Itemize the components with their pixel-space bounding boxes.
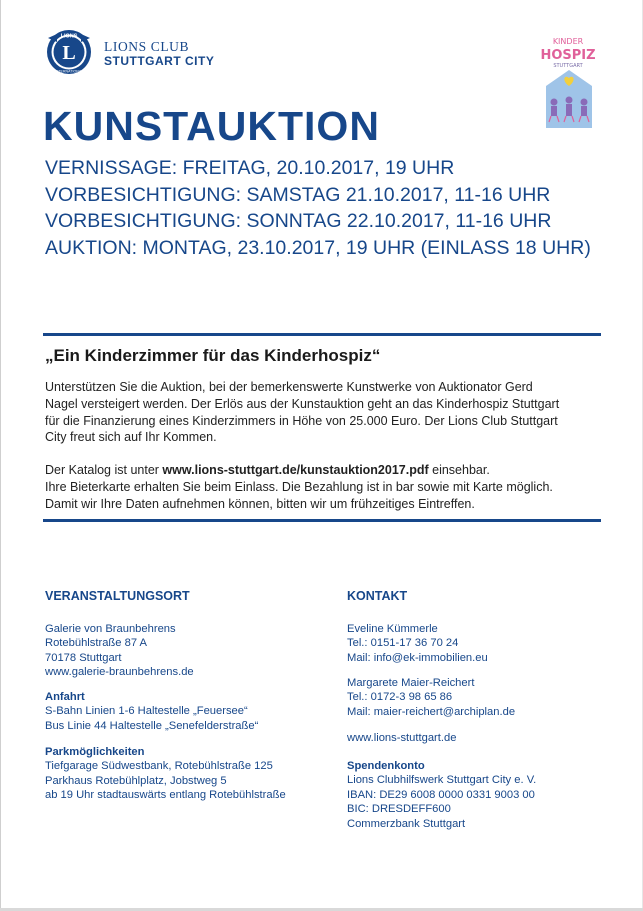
hospiz-logo-line1: KINDER (552, 37, 584, 46)
lions-club-logo (43, 28, 95, 76)
catalog-link[interactable]: www.lions-stuttgart.de/kunstauktion2017.pdf (162, 463, 429, 477)
page-title: KUNSTAUKTION (43, 103, 380, 149)
lions-club-line2: STUTTGART CITY (104, 54, 215, 68)
intro-line: City freut sich auf Ihr Kommen. (45, 430, 217, 445)
parking-line: Tiefgarage Südwestbank, Rotebühlstraße 125 (45, 760, 273, 773)
arrival-info (45, 690, 258, 733)
donation-heading: Spendenkonto (347, 760, 425, 772)
contact-heading: KONTAKT (347, 589, 408, 603)
date-preview-saturday: VORBESICHTIGUNG: SAMSTAG 21.10.2017, 11-16 UHR (45, 183, 551, 206)
lions-club-line1: LIONS CLUB (104, 39, 190, 54)
donation-bic: BIC: DRESDEFF600 (347, 803, 451, 816)
donation-bank: Commerzbank Stuttgart (347, 817, 466, 830)
intro-line: Nagel versteigert werden. Der Erlös aus der Kunstauktion geht an das Kinderhospiz Stuttgart (45, 396, 560, 411)
catalog-suffix: einsehbar. (428, 463, 490, 477)
contact-person-1 (347, 622, 488, 665)
date-auction: AUKTION: MONTAG, 23.10.2017, 19 UHR (EINLASS 18 UHR) (45, 236, 591, 259)
lions-club-name (104, 39, 214, 69)
page-left-border (0, 0, 1, 911)
contact-email-link[interactable]: Mail: info@ek-immobilien.eu (347, 651, 488, 664)
donation-name: Lions Clubhilfswerk Stuttgart City e. V. (347, 774, 537, 787)
catalog-paragraph (45, 462, 605, 512)
parking-line: Parkhaus Rotebühlplatz, Jobstweg 5 (45, 774, 227, 787)
kinderhospiz-logo (538, 34, 600, 132)
parking-info (45, 745, 286, 803)
contact-phone[interactable]: Tel.: 0172-3 98 65 86 (347, 691, 453, 704)
contact-name: Margarete Maier-Reichert (347, 677, 475, 689)
svg-text:L: L (62, 42, 76, 64)
children-figures-icon (551, 97, 588, 117)
date-preview-sunday: VORBESICHTIGUNG: SONNTAG 22.10.2017, 11-16 UHR (45, 210, 552, 232)
hospiz-logo-line2: HOSPIZ (540, 48, 596, 63)
catalog-line (45, 462, 605, 479)
hospiz-logo-line3: STUTTGART (553, 63, 583, 69)
donation-account (347, 759, 536, 831)
arrival-bus: Bus Linie 44 Haltestelle „Senefelderstraße“ (45, 719, 259, 732)
lions-website (347, 731, 456, 745)
donation-iban: IBAN: DE29 6008 0000 0331 9003 00 (347, 788, 535, 801)
bidding-card-line: Ihre Bieterkarte erhalten Sie beim Einlass. Die Bezahlung ist in bar sowie mit Karte möglich. (45, 479, 553, 494)
venue-city: 70178 Stuttgart (45, 651, 122, 664)
catalog-prefix: Der Katalog ist unter (45, 463, 163, 477)
venue-street: Rotebühlstraße 87 A (45, 637, 147, 650)
venue-address (45, 622, 194, 680)
intro-paragraph (45, 379, 605, 446)
intro-line: Unterstützen Sie die Auktion, bei der bemerkenswerte Kunstwerke von Auktionator Gerd (45, 380, 533, 394)
arrival-sbahn: S-Bahn Linien 1-6 Haltestelle „Feuersee“ (45, 705, 248, 718)
contact-phone[interactable]: Tel.: 0151-17 36 70 24 (347, 637, 459, 650)
venue-website-link[interactable]: www.galerie-braunbehrens.de (45, 666, 194, 679)
event-motto: „Ein Kinderzimmer für das Kinderhospiz“ (45, 346, 381, 365)
lions-website-link[interactable]: www.lions-stuttgart.de (347, 732, 457, 744)
date-vernissage: VERNISSAGE: FREITAG, 20.10.2017, 19 UHR (45, 157, 455, 179)
lions-emblem-text: LIONS (60, 33, 78, 40)
intro-line: für die Finanzierung eines Kinderzimmers in Höhe von 25.000 Euro. Der Lions Club Stuttgart (45, 413, 558, 428)
divider-bottom (43, 519, 601, 522)
venue-heading: VERANSTALTUNGSORT (45, 589, 190, 603)
arrival-note-line: Damit wir Ihre Daten aufnehmen können, bitten wir um frühzeitiges Eintreffen. (45, 496, 475, 511)
lions-emblem-subtext: INTERNATIONAL (54, 69, 84, 74)
contact-person-2 (347, 676, 515, 719)
contact-name: Eveline Kümmerle (347, 623, 438, 635)
contact-email-link[interactable]: Mail: maier-reichert@archiplan.de (347, 705, 516, 718)
parking-heading: Parkmöglichkeiten (45, 746, 145, 758)
event-dates-list (45, 155, 591, 261)
parking-line: ab 19 Uhr stadtauswärts entlang Rotebühlstraße (45, 789, 286, 802)
divider-top (43, 333, 601, 336)
arrival-heading: Anfahrt (45, 691, 85, 703)
venue-name: Galerie von Braunbehrens (45, 623, 176, 635)
